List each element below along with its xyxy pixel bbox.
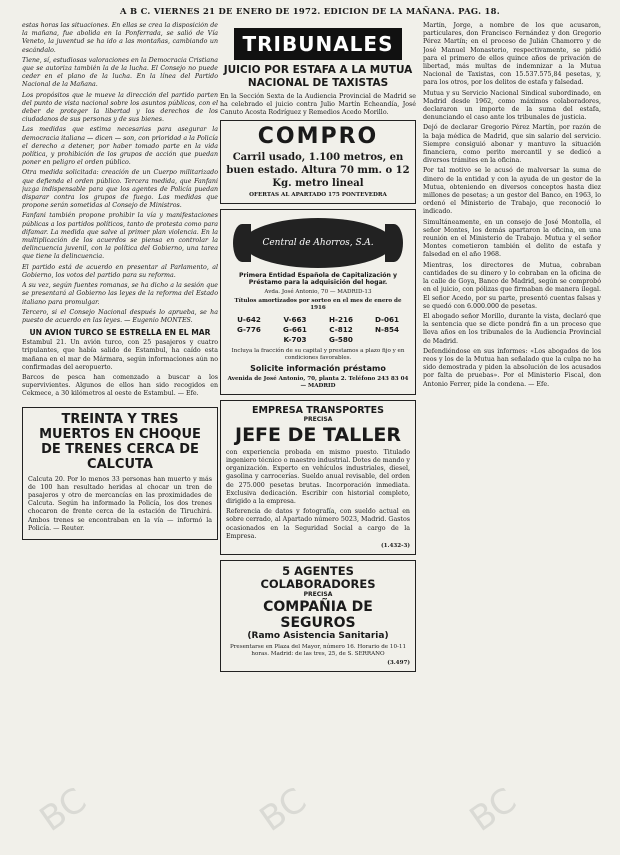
column-left xyxy=(22,22,218,850)
code: V-663 xyxy=(283,314,307,324)
column-middle xyxy=(220,22,416,850)
ad4-title: 5 AGENTES COLABORADORES xyxy=(260,564,376,592)
section-title-tribunales: TRIBUNALES xyxy=(234,28,402,60)
ad4-needs: PRECISA xyxy=(303,591,333,599)
code: G-580 xyxy=(329,334,353,344)
article-paragraph: Simultáneamente, en un consejo de José Montolla, el señor Montes, los demás apartaron la oficina, en una reunión en el Ministerio de Trabajo. Mutua y el señor Montes cometieron también el delito de estafa y falsedad en el año 1968. xyxy=(423,218,601,259)
watermark: BC xyxy=(252,780,314,840)
article-paragraph: Dejó de declarar Gregorio Pérez Martín, por razón de la baja médica de Madrid, que sin salario del servicio. Siempre consiguió abonar y mantuvo la situación financiera, como perito mercantil y se dedicó a diversos trámites en la oficina. xyxy=(423,124,601,165)
article-paragraph: Los propósitos que le mueve la dirección del partido parten del punto de vista nacional sobre los asuntos públicos, con el deber de proteger la libertad y los derechos de los ciudadanos de sus personas y de sus bienes. xyxy=(22,91,218,124)
ad4-company: COMPAÑIA DE SEGUROS xyxy=(263,599,373,632)
article-paragraph: Mutua y su Servicio Nacional Sindical subordinado, en Madrid desde 1962, como máximos colaboradores, declararon un importe de la suma del estafa, denunciando el caso ante los tribunales de justicia. xyxy=(423,89,601,122)
article-paragraph: Tiene, sí, estudiosas valoraciones en la Democracia Cristiana que se autoriza también la de la lucha. El Consejo no puede ceder en el plano de la lucha. En la línea del Partido Nacional de la Mañana. xyxy=(22,56,218,89)
ad3-needs: PRECISA xyxy=(303,415,333,423)
column-right xyxy=(423,22,601,850)
article-paragraph: Mientras, los directores de Mutua, cobraban cantidades de su dinero y lo cobraban en la oficina de la calle de Goya, Banco de Madrid, según se comprobó en el juicio, con pólizas que firmaban de manera ilegal. El señor Acedo, por su parte, presentó cuentas falsas y se quedó con 6.000.000 de pesetas. xyxy=(423,261,601,310)
article-paragraph: El partido está de acuerdo en presentar al Parlamento, al Gobierno, los votos del partido para su reforma. xyxy=(22,263,218,279)
article-paragraph: Tercero, si el Consejo Nacional después lo aprueba, se ha puesto de acuerdo en las leyes. — Eugenio MONTES. xyxy=(22,308,218,324)
ad-savings-intro: Primera Entidad Española de Capitalización y Préstamo para la adquisición del hogar. xyxy=(238,271,398,287)
code: U-642 xyxy=(237,314,261,324)
ad-savings-address: Avda. José Antonio, 70 — MADRID-13 xyxy=(264,288,372,295)
article-paragraph: Martín, Jorge, a nombre de los que acusaron, particulares, don Francisco Fernández y don Gregorio Pérez Martín; en el proceso de Julián Chamorro y de José Manuel Monasterio, respectivamente, se pidió para el primero de ellos quince años de privación de libertad, más multas de indemnizar a la Mutua Nacional de Taxistas, con 15.537.575,84 pesetas, y, para los otros, por los delitos de estafa y falsedad. xyxy=(423,22,601,87)
article-paragraph: El abogado señor Morillo, durante la vista, declaró que la sentencia que se dicte pondrá fin a un proceso que lleva años en los tribunales de la Audiencia Provincial de Madrid. xyxy=(423,312,601,345)
page-header: A B C. VIERNES 21 DE ENERO DE 1972. EDICION DE LA MAÑANA. PAG. 18. xyxy=(120,6,500,16)
code: N-854 xyxy=(374,324,399,334)
ad-savings-titles: Títulos amortizados por sorteo en el mes de enero de 1916 xyxy=(234,297,402,311)
watermark: BC xyxy=(32,780,94,840)
ad-compro-contact: OFERTAS AL APARTADO 175 PONTEVEDRA xyxy=(249,191,387,198)
ad-compro-title: COMPRO xyxy=(257,123,379,149)
article-paragraph: Por tal motivo se le acusó de malversar la suma de dinero de la entidad y con la ayuda de un gestor de la Mutua, obteniendo en diversos conceptos hasta diez millones de pesetas; a un gestor del Banco, en 1963, lo ordenó el Ministerio de Trabajo, que reconoció lo indicado. xyxy=(423,167,601,216)
ad-savings-codes xyxy=(226,315,410,345)
article-paragraph: Las medidas que estima necesarias para asegurar la democracia italiana — dicen — son, con prioridad a la Policía el derecho a detener, por haber tomado parte en la vida política, y prohibición de los grupos de acción que puedan poner en peligro el orden público. xyxy=(22,126,218,167)
code: H-216 xyxy=(328,314,353,324)
code: G-776 xyxy=(237,324,261,334)
article-paragraph: Barcos de pesca han comenzado a buscar a los supervivientes. Algunos de ellos han sido recogidos en Cekmece, a 30 kilómetros al oeste de Estambul. — Efe. xyxy=(22,373,218,398)
ad-savings xyxy=(220,209,416,395)
article-paragraph: estas horas las situaciones. En ellas se crea la disposición de la mañana, fue abolida en la Ponferrada, se salió de Vía Veneto, la juventud se ha ido a las montañas, cambiando un escándalo. xyxy=(22,22,218,54)
ad-jefe-taller xyxy=(220,400,416,555)
savings-logo: Central de Ahorros, S.A. xyxy=(243,218,393,268)
article-paragraph: Defendiéndose en sus informes: «Los abogados de los reos y los de la Mutua han señalado que la culpa no ha sido demostrada y piden la absolución de los acusados por falta de pruebas». Por el Ministerio Fiscal, don Antonio Ferrer, pide la condena. — Efe. xyxy=(423,347,601,388)
tribunales-lead: En la Sección Sexta de la Audiencia Provincial de Madrid se ha celebrado el juicio contra Julio Martín Echeandía, José Canuto Acosta Rodríguez y Remedios Acedo Morillo. xyxy=(220,93,416,117)
ad-compro-body: Carril usado, 1.100 metros, en buen estado. Altura 70 mm. o 12 Kg. metro lineal xyxy=(226,151,410,189)
train-crash-box xyxy=(22,407,218,540)
train-crash-headline: TREINTA Y TRES MUERTOS EN CHOQUE DE TRENES CERCA DE CALCUTA xyxy=(39,411,201,472)
ad-savings-cta: Solicite información préstamo xyxy=(250,363,386,373)
tribunales-headline: JUICIO POR ESTAFA A LA MUTUA NACIONAL DE TAXISTAS xyxy=(223,64,413,89)
code: C-812 xyxy=(329,324,353,334)
ad-savings-text: Incluya la fracción de su capital y prestamos a plazo fijo y en condiciones favorables. xyxy=(231,347,405,361)
ad4-text: Presentarse en Plaza del Mayor, número 16. Horario de 10-11 horas. Madrid: de las tres, 25, de S. SERRANO xyxy=(229,644,407,658)
ad4-ref: (3.497) xyxy=(387,660,410,667)
ad-savings-footer: Avenida de José Antonio, 70, planta 2. Teléfono 243 83 04 — MADRID xyxy=(227,375,409,389)
ad3-ref: (1.432-3) xyxy=(380,543,410,550)
article-paragraph: Estambul 21. Un avión turco, con 25 pasajeros y cuatro tripulantes, que había salido de Estambul, ha caído esta mañana en el mar de Mármara, según informaciones aún no confirmadas del aeropuerto. xyxy=(22,339,218,371)
article-paragraph: Fanfani también propone prohibir la vía y manifestaciones públicas a los partidos políticos, tanto de protesta como para difamar. La medida que salve al primer plan violencia. En la multiplicación de los acuerdos se piensa en controlar la delincuencia juvenil, con la política del Gobierno, una tarea que tiene la delincuencia. xyxy=(22,212,218,261)
code xyxy=(226,335,272,345)
code: K-703 xyxy=(283,334,307,344)
article-paragraph: Otra medida solicitada: creación de un Cuerpo militarizado que defienda el orden público. Tercera medida, que Fanfani juzga indispensable para que los agentes de Policía puedan disparar contra los grupos de fuego. Las medidas que propone serán sometidas al Consejo de Ministros. xyxy=(22,169,218,210)
ad3-text2: Referencia de datos y fotografía, con sueldo actual en sobre cerrado, al Apartado número 5023, Madrid. Gastos ocasionados en la Seguridad Social a cargo de la Empresa. xyxy=(226,508,410,540)
ad-agentes xyxy=(220,560,416,672)
code xyxy=(364,335,410,345)
watermark: BC xyxy=(462,780,524,840)
ad-compro xyxy=(220,120,416,204)
ad4-branch: (Ramo Asistencia Sanitaria) xyxy=(247,631,389,642)
ad3-title: JEFE DE TALLER xyxy=(235,423,401,446)
code: G-661 xyxy=(283,324,307,334)
ad3-text: con experiencia probada en mismo puesto. Titulado ingeniero técnico o maestro industrial. Dotes de mando y organización. Experto en vehículos industriales, diesel, gasolina y carrocerías. Sueldo anual revisable, del orden de 275.000 pesetas brutas. Incorporación inmediata. Exclusiva dedicación. Escribir con historial completo, dirigido a la empresa. xyxy=(226,448,410,506)
train-crash-text: Calcuta 20. Por lo menos 33 personas han muerto y más de 100 han resultado heridas al chocar un tren de pasajeros y otro de mercancías en las proximidades de Calcuta. Según ha informado la Policía, los dos trenes chocaron de frente cerca de la estación de Tiruchirá. Ambos trenes se encontraban en la vía — informó la Policía. — Reuter. xyxy=(28,475,212,532)
article-paragraph: A su vez, según fuentes romanas, se ha dicho a la sesión que se presentará al Gobierno las leyes de la reforma del Estado italiano para promulgar. xyxy=(22,282,218,306)
ad3-company: EMPRESA TRANSPORTES xyxy=(252,404,384,416)
story-headline-plane: UN AVION TURCO SE ESTRELLA EN EL MAR xyxy=(29,328,211,338)
code: D-061 xyxy=(374,314,400,324)
